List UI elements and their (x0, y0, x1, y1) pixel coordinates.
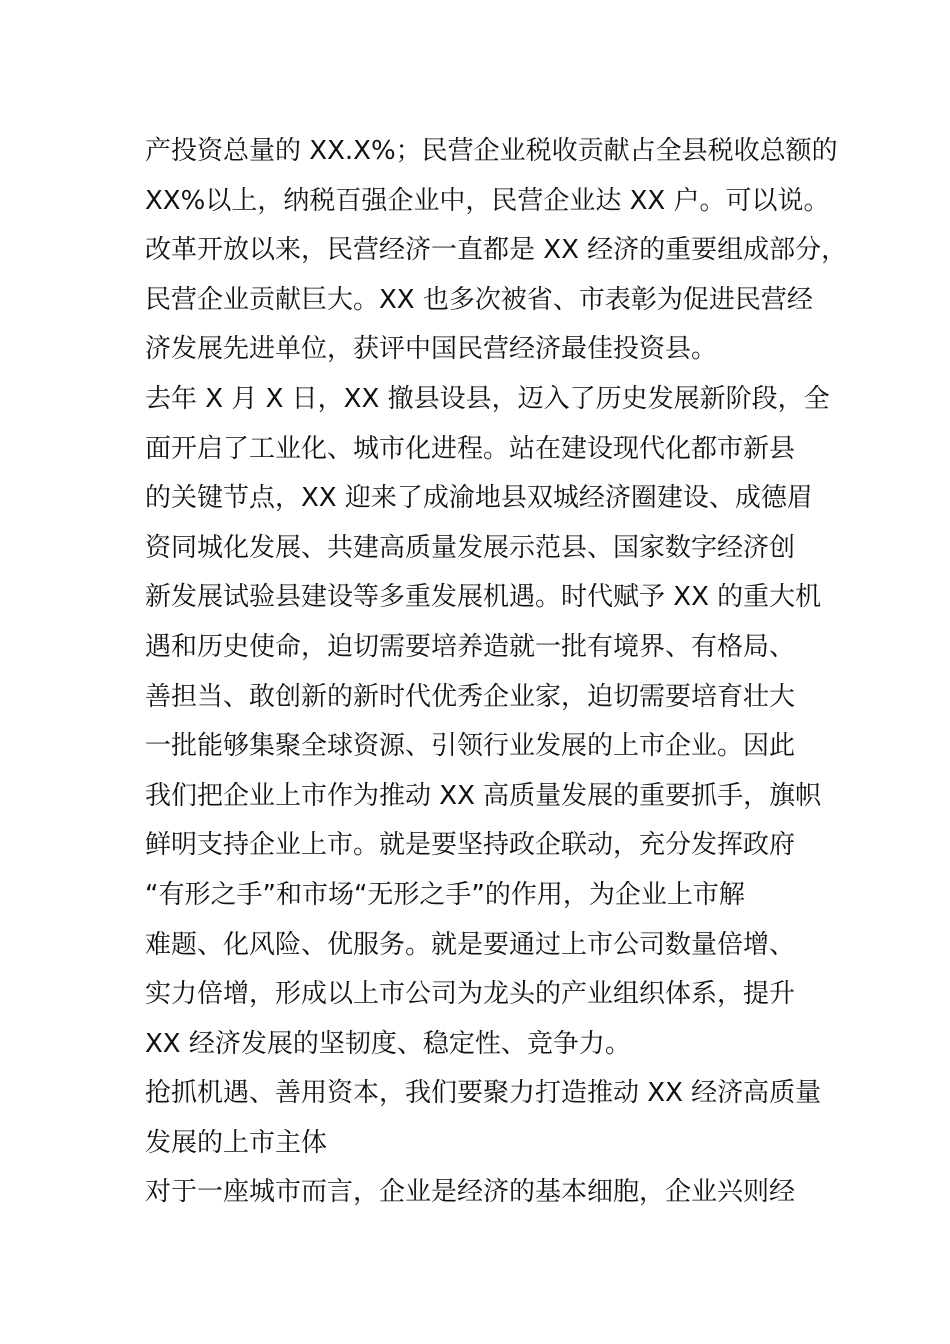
text-line: 去年 X 月 X 日，XX 撤县设县，迈入了历史发展新阶段，全 (145, 383, 830, 414)
text-line: 民营企业贡献巨大。XX 也多次被省、市表彰为促进民营经 (145, 284, 813, 315)
text-line: 资同城化发展、共建高质量发展示范县、国家数字经济创 (145, 532, 796, 563)
text-line: 发展的上市主体 (145, 1127, 328, 1158)
text-line: 面开启了工业化、城市化进程。站在建设现代化都市新县 (145, 433, 796, 464)
text-line: XX 经济发展的坚韧度、稳定性、竞争力。 (145, 1028, 631, 1059)
body-text (145, 127, 848, 1218)
text-line: 一批能够集聚全球资源、引领行业发展的上市企业。因此 (145, 731, 796, 762)
text-line: 济发展先进单位，获评中国民营经济最佳投资县。 (145, 334, 718, 365)
text-line: 遇和历史使命，迫切需要培养造就一批有境界、有格局、 (145, 631, 796, 662)
text-line: 新发展试验县建设等多重发展机遇。时代赋予 XX 的重大机 (145, 582, 822, 613)
text-line: 产投资总量的 XX.X%；民营企业税收贡献占全县税收总额的 (145, 136, 838, 166)
text-line: 的关键节点，XX 迎来了成渝地县双城经济圈建设、成德眉 (145, 483, 813, 514)
text-line: 实力倍增，形成以上市公司为龙头的产业组织体系，提升 (145, 979, 796, 1010)
text-line: 对于一座城市而言，企业是经济的基本细胞，企业兴则经 (145, 1177, 796, 1208)
text-line: 改革开放以来，民营经济一直都是 XX 经济的重要组成部分， (145, 235, 848, 266)
text-line: XX%以上，纳税百强企业中，民营企业达 XX 户。可以说。 (145, 185, 830, 216)
text-line: 善担当、敢创新的新时代优秀企业家，迫切需要培育壮大 (145, 681, 796, 712)
text-line: “有形之手”和市场“无形之手”的作用，为企业上市解 (145, 879, 745, 910)
text-line: 难题、化风险、优服务。就是要通过上市公司数量倍增、 (145, 929, 796, 960)
text-line: 抢抓机遇、善用资本，我们要聚力打造推动 XX 经济高质量 (145, 1078, 822, 1109)
text-line: 我们把企业上市作为推动 XX 高质量发展的重要抓手，旗帜 (145, 780, 822, 811)
text-line: 鲜明支持企业上市。就是要坚持政企联动，充分发挥政府 (145, 830, 796, 861)
